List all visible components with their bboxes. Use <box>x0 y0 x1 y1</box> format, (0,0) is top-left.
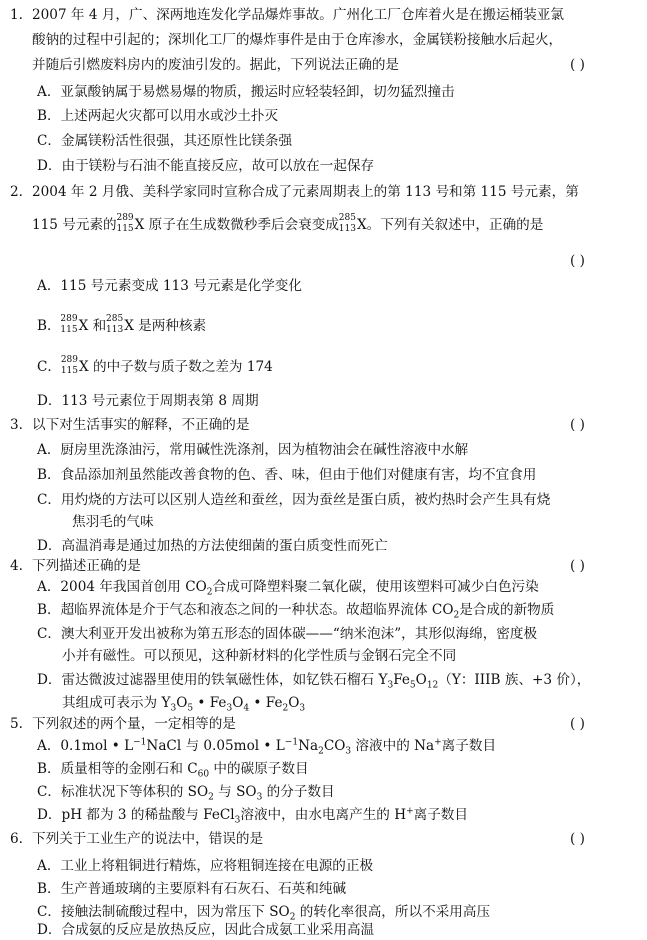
subscript: 60 <box>197 769 210 780</box>
option-text: 的转化率很高，所以不采用高压 <box>295 904 491 920</box>
subscript: 2 <box>208 792 214 803</box>
option-text: C．接触法制硫酸过程中，因为常压下 SO <box>37 904 290 920</box>
mass-number: 289 <box>116 213 134 223</box>
option-text: • Fe <box>249 695 283 711</box>
question-stem <box>32 215 543 234</box>
option-text: 合成可降塑料聚二氧化碳，使用该塑料可减少白色污染 <box>212 579 539 595</box>
answer-blank: ( ) <box>570 417 585 433</box>
option-text: 是合成的新物质 <box>459 602 555 618</box>
option-d-continued <box>62 694 305 712</box>
option-text: B．超临界流体是介于气态和液态之间的一种状态。故超临界流体 CO <box>37 602 454 618</box>
subscript: 2 <box>453 610 460 621</box>
option-c <box>37 903 490 921</box>
atomic-number: 115 <box>60 366 78 376</box>
option-c-continued: 小并有磁性。可以预见，这种新材料的化学性质与金钢石完全不同 <box>62 648 457 664</box>
option-text: 的分子数目 <box>262 784 335 800</box>
atomic-number: 113 <box>106 325 124 335</box>
atomic-number: 113 <box>338 224 356 234</box>
option-text: CO <box>323 738 346 754</box>
option-d: D．由于镁粉与石油不能直接反应，故可以放在一起保存 <box>37 158 375 174</box>
option-text: O <box>232 695 244 711</box>
subscript: 3 <box>226 703 233 714</box>
atomic-number: 115 <box>60 325 78 335</box>
option-d: D．113 号元素位于周期表第 8 周期 <box>37 393 259 409</box>
answer-blank: ( ) <box>570 716 585 732</box>
option-c <box>37 357 273 376</box>
option-text: X 是两种核素 <box>124 318 207 334</box>
nuclide-notation <box>106 316 124 334</box>
question-stem: 下列描述正确的是 <box>32 558 141 574</box>
option-text: Fe <box>393 672 410 688</box>
superscript: −1 <box>133 737 147 748</box>
question-stem: 下列叙述的两个量，一定相等的是 <box>32 716 236 732</box>
subscript: 3 <box>170 703 177 714</box>
option-d: D．高温消毒是通过加热的方法使细菌的蛋白质变性而死亡 <box>37 538 388 554</box>
question-number: 5. <box>10 716 23 732</box>
mass-number: 285 <box>338 213 356 223</box>
option-text: 离子数目 <box>413 807 468 823</box>
question-stem: 2004 年 2 月俄、美科学家同时宣称合成了元素周期表上的第 113 号和第 115 号元素，第 <box>32 184 579 200</box>
answer-blank: ( ) <box>570 831 585 847</box>
option-b <box>37 316 206 335</box>
option-text: D．pH 都为 3 的稀盐酸与 FeCl <box>37 807 235 823</box>
superscript: −1 <box>284 737 299 748</box>
option-text: 与 SO <box>213 784 257 800</box>
nuclide-notation <box>117 215 135 233</box>
question-stem: 下列关于工业生产的说法中，错误的是 <box>32 831 264 847</box>
subscript: 3 <box>299 703 306 714</box>
option-text: A．0.1mol • L <box>37 738 134 754</box>
option-text: C．标准状况下等体积的 SO <box>37 784 209 800</box>
option-a: A．亚氯酸钠属于易燃易爆的物质，搬运时应轻装轻卸，切勿猛烈撞击 <box>37 84 455 100</box>
stem-text: X 原子在生成数微秒季后会衰变成 <box>134 217 339 233</box>
option-a <box>37 578 539 596</box>
option-text: O <box>176 695 188 711</box>
option-text: NaCl 与 0.05mol • L <box>146 738 285 754</box>
option-text: 其组成可表示为 Y <box>62 695 171 711</box>
mass-number: 289 <box>60 355 78 365</box>
option-d <box>37 806 468 824</box>
option-a: A．工业上将粗铜进行精炼，应将粗铜连接在电源的正极 <box>37 858 374 874</box>
mass-number: 289 <box>60 314 78 324</box>
subscript: 2 <box>318 746 324 757</box>
question-number: 3. <box>10 417 23 433</box>
option-a <box>37 737 496 755</box>
option-c: C．用灼烧的方法可以区别人造丝和蚕丝，因为蚕丝是蛋白质，被灼热时会产生具有烧 <box>37 492 551 508</box>
option-text: X 的中子数与质子数之差为 174 <box>79 359 273 375</box>
subscript: 2 <box>282 703 289 714</box>
option-b <box>37 601 554 619</box>
option-b <box>37 760 309 778</box>
option-c-continued: 焦羽毛的气味 <box>72 514 154 530</box>
option-text: 溶液中，由水电离产生的 H <box>240 807 407 823</box>
question-stem: 酸钠的过程中引起的；深圳化工厂的爆炸事件是由于仓库渗水，金属镁粉接触水后起火， <box>32 32 563 48</box>
superscript: + <box>406 806 414 817</box>
subscript: 3 <box>234 815 241 826</box>
option-text: B．质量相等的金刚石和 C <box>37 761 198 777</box>
option-text: • Fe <box>193 695 227 711</box>
option-text: O <box>415 672 427 688</box>
nuclide-notation <box>61 316 79 334</box>
subscript: 2 <box>206 587 213 598</box>
option-text: Na <box>298 738 319 754</box>
superscript: + <box>434 737 442 748</box>
subscript: 2 <box>289 912 296 923</box>
option-text: O <box>288 695 300 711</box>
question-number: 2. <box>10 184 23 200</box>
nuclide-notation <box>61 357 79 375</box>
subscript: 3 <box>256 792 263 803</box>
question-number: 1. <box>10 7 23 23</box>
answer-blank: ( ) <box>570 57 585 73</box>
option-a: A．115 号元素变成 113 号元素是化学变化 <box>37 278 302 294</box>
mass-number: 285 <box>106 314 124 324</box>
option-b: B．生产普通玻璃的主要原料有石灰石、石英和纯碱 <box>37 881 347 897</box>
option-label: B． <box>37 318 61 334</box>
stem-text: 115 号元素的 <box>32 217 117 233</box>
option-text: 溶液中的 Na <box>351 738 435 754</box>
subscript: 5 <box>187 703 194 714</box>
option-c: C．澳大利亚开发出被称为第五形态的固体碳——“纳米泡沫”，其形似海绵，密度极 <box>37 626 538 642</box>
option-text: （Y：IIIB 族、+3 价）， <box>438 672 591 688</box>
atomic-number: 115 <box>116 224 134 234</box>
question-number: 6. <box>10 831 23 847</box>
option-b: B．食品添加剂虽然能改善食物的色、香、味，但由于他们对健康有害，均不宜食用 <box>37 467 537 483</box>
question-stem: 以下对生活事实的解释，不正确的是 <box>32 417 250 433</box>
question-stem: 2007 年 4 月，广、深两地连发化学品爆炸事故。广州化工厂仓库着火是在搬运桶装亚氯 <box>32 7 564 23</box>
subscript: 3 <box>387 680 394 691</box>
question-number: 4. <box>10 558 23 574</box>
option-text: 离子数目 <box>441 738 497 754</box>
option-a: A．厨房里洗涤油污，常用碱性洗涤剂，因为植物油会在碱性溶液中水解 <box>37 442 469 458</box>
answer-blank: ( ) <box>570 558 585 574</box>
option-text: D．雷达微波过滤器里使用的铁氧磁性体，如钇铁石榴石 Y <box>37 672 388 688</box>
stem-text: X。下列有关叙述中，正确的是 <box>356 217 544 233</box>
subscript: 4 <box>243 703 250 714</box>
nuclide-notation <box>339 215 357 233</box>
option-text: X 和 <box>78 318 107 334</box>
subscript: 3 <box>345 746 352 757</box>
question-stem: 并随后引燃废料房内的废油引发的。据此，下列说法正确的是 <box>32 57 400 73</box>
option-label: C． <box>37 359 61 375</box>
answer-blank: ( ) <box>570 253 585 269</box>
option-c <box>37 783 335 801</box>
subscript: 5 <box>409 680 416 691</box>
option-c: C．金属镁粉活性很强，其还原性比镁条强 <box>37 133 293 149</box>
option-text: A．2004 年我国首创用 CO <box>37 579 207 595</box>
option-text: 中的碳原子数目 <box>209 761 309 777</box>
option-d <box>37 671 590 689</box>
subscript: 12 <box>426 680 439 691</box>
option-d: D．合成氨的反应是放热反应，因此合成氨工业采用高温 <box>37 922 375 938</box>
option-b: B．上述两起火灾都可以用水或沙土扑灭 <box>37 108 279 124</box>
